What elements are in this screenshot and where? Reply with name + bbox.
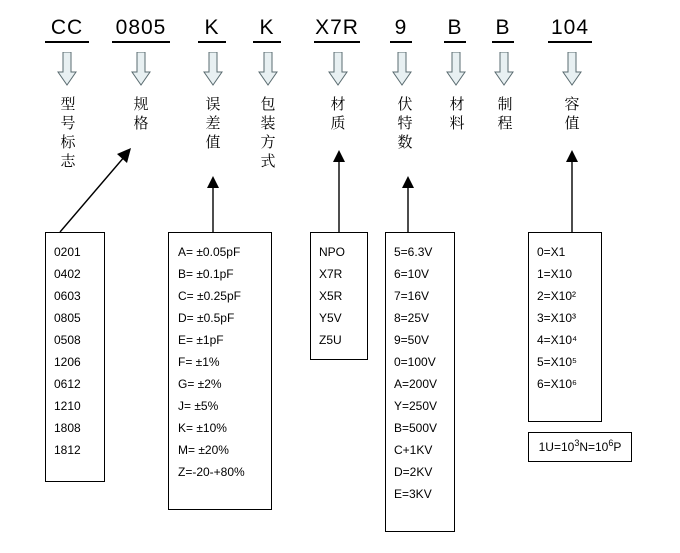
label-char: 值 [205, 134, 221, 151]
down-arrow-icon [57, 52, 77, 86]
label-char: 包 [260, 96, 276, 113]
list-item: B= ±0.1pF [178, 267, 234, 281]
connector-arrow-tolerance [205, 176, 221, 234]
list-item: J= ±5% [178, 399, 219, 413]
label-char: 式 [260, 153, 276, 170]
code-token-size: 0805 [112, 16, 170, 43]
label-char: 数 [397, 134, 413, 151]
label-char: 材 [330, 96, 346, 113]
down-arrow-icon [446, 52, 466, 86]
list-item: 8=25V [394, 311, 430, 325]
connector-arrow-voltage [400, 176, 416, 234]
code-token-process: B [492, 16, 514, 43]
list-item: 5=6.3V [394, 245, 433, 259]
list-item: 1812 [54, 443, 81, 457]
field-label-packaging [258, 95, 278, 171]
list-item: 3=X10³ [537, 311, 577, 325]
label-char: 规 [133, 96, 149, 113]
label-char: 容 [564, 96, 580, 113]
dielectric-list-box [310, 232, 368, 360]
label-char: 伏 [397, 96, 413, 113]
list-item: D=2KV [394, 465, 433, 479]
list-item: 0201 [54, 245, 81, 259]
label-char: 差 [205, 115, 221, 132]
code-token-material: B [444, 16, 466, 43]
field-label-size [131, 95, 151, 133]
label-char: 质 [330, 115, 346, 132]
list-item: A= ±0.05pF [178, 245, 241, 259]
list-item: 7=16V [394, 289, 430, 303]
down-arrow-icon [203, 52, 223, 86]
voltage-list-box [385, 232, 455, 532]
code-token-dielectric: X7R [314, 16, 360, 43]
label-char: 误 [205, 96, 221, 113]
list-item: 1210 [54, 399, 81, 413]
code-token-packaging: K [253, 16, 281, 43]
label-char: 值 [564, 115, 580, 132]
down-arrow-icon [328, 52, 348, 86]
down-arrow-icon [131, 52, 151, 86]
note-part: P [613, 440, 622, 454]
list-item: 1206 [54, 355, 81, 369]
list-item: 1808 [54, 421, 81, 435]
label-char: 型 [60, 96, 76, 113]
list-item: F= ±1% [178, 355, 220, 369]
label-char: 志 [60, 153, 76, 170]
list-item: NPO [319, 245, 346, 259]
field-label-material [447, 95, 467, 133]
down-arrow-icon [258, 52, 278, 86]
list-item: D= ±0.5pF [178, 311, 235, 325]
list-item: 4=X10⁴ [537, 333, 578, 347]
connector-arrow-dielectric [331, 150, 347, 234]
code-token-tolerance: K [198, 16, 226, 43]
list-item: X7R [319, 267, 343, 281]
note-exponent: 3 [574, 438, 580, 448]
list-item: 0=100V [394, 355, 436, 369]
label-char: 制 [497, 96, 513, 113]
list-item: Y5V [319, 311, 342, 325]
field-label-capacitance [562, 95, 582, 133]
size-list-box [45, 232, 105, 482]
list-item: M= ±20% [178, 443, 229, 457]
list-item: 6=X10⁶ [537, 377, 577, 391]
label-char: 程 [497, 115, 513, 132]
connector-arrow-capacitance [564, 150, 580, 234]
list-item: X5R [319, 289, 343, 303]
list-item: A=200V [394, 377, 438, 391]
list-item: 0603 [54, 289, 81, 303]
note-part: N=10 [579, 440, 609, 454]
tolerance-list-box [168, 232, 272, 510]
field-label-tolerance [203, 95, 223, 152]
list-item: B=500V [394, 421, 438, 435]
list-item: 6=10V [394, 267, 430, 281]
list-item: 9=50V [394, 333, 430, 347]
connector-arrow-size [55, 148, 135, 234]
code-token-voltage: 9 [390, 16, 412, 43]
list-item: C= ±0.25pF [178, 289, 241, 303]
list-item: 1=X10 [537, 267, 573, 281]
list-item: Z=-20-+80% [178, 465, 245, 479]
code-token-capacitance: 104 [548, 16, 592, 43]
down-arrow-icon [494, 52, 514, 86]
label-char: 装 [260, 115, 276, 132]
field-label-process [495, 95, 515, 133]
list-item: Z5U [319, 333, 342, 347]
list-item: Y=250V [394, 399, 438, 413]
list-item: 0=X1 [537, 245, 566, 259]
list-item: 0402 [54, 267, 81, 281]
capacitance-multiplier-list-box [528, 232, 602, 422]
label-char: 材 [449, 96, 465, 113]
down-arrow-icon [392, 52, 412, 86]
list-item: 0508 [54, 333, 81, 347]
note-part: 1U=10 [538, 440, 575, 454]
label-char: 号 [60, 115, 76, 132]
list-item: 0805 [54, 311, 81, 325]
label-char: 标 [60, 134, 76, 151]
list-item: E=3KV [394, 487, 432, 501]
label-char: 特 [397, 115, 413, 132]
list-item: 5=X10⁵ [537, 355, 578, 369]
list-item: 0612 [54, 377, 81, 391]
list-item: C+1KV [394, 443, 433, 457]
note-exponent: 6 [608, 438, 614, 448]
list-item: G= ±2% [178, 377, 222, 391]
label-char: 方 [260, 134, 276, 151]
label-char: 料 [449, 115, 465, 132]
list-item: 2=X10² [537, 289, 577, 303]
label-char: 格 [133, 115, 149, 132]
code-token-cc: CC [45, 16, 89, 43]
field-label-dielectric [328, 95, 348, 133]
unit-conversion-note [528, 432, 632, 462]
list-item: E= ±1pF [178, 333, 224, 347]
list-item: K= ±10% [178, 421, 227, 435]
field-label-voltage [395, 95, 415, 152]
down-arrow-icon [562, 52, 582, 86]
